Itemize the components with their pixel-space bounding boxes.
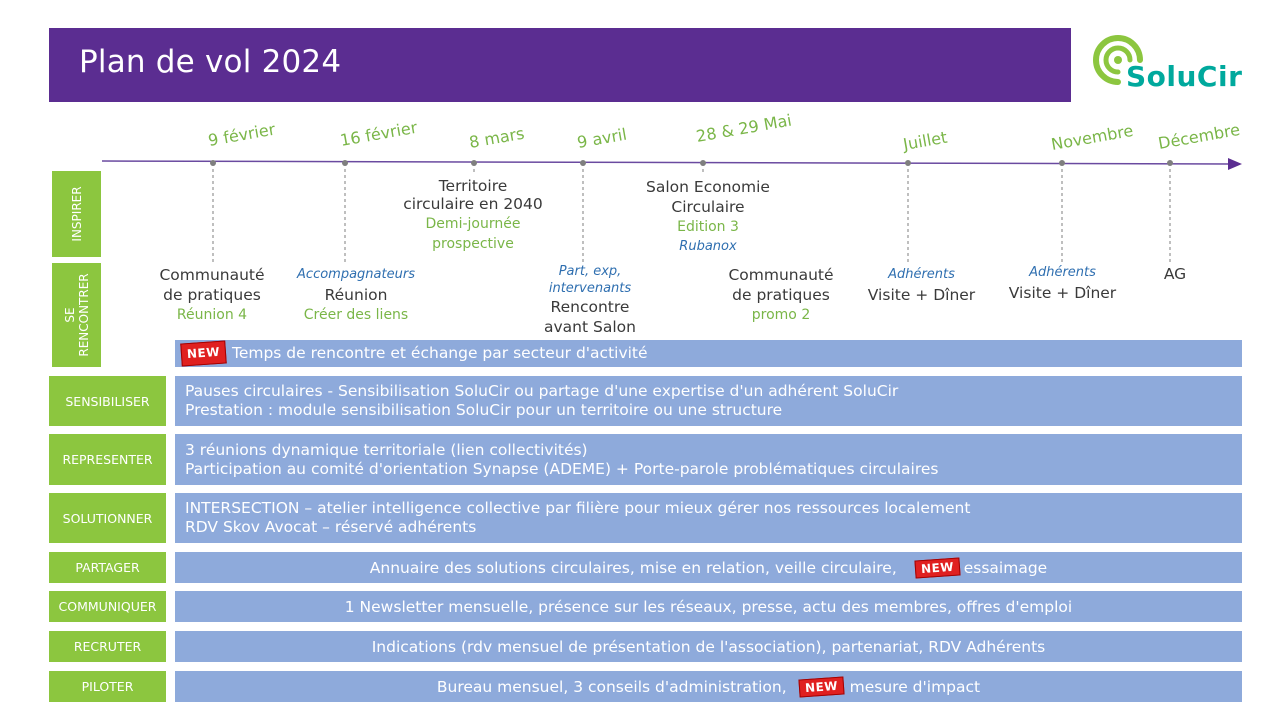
event-text: Communauté [159, 266, 265, 284]
event-text: Territoire [438, 177, 508, 195]
bar-recruter [175, 631, 1242, 662]
event-rencontre-avant-salon [520, 263, 660, 337]
event-text: Rencontre [550, 298, 630, 316]
event-subtext: Réunion 4 [176, 307, 248, 323]
event-territoire-circulaire [380, 176, 566, 254]
event-subtext: Créer des liens [303, 307, 409, 323]
label-communiquer: COMMUNIQUER [49, 591, 166, 622]
event-visite-diner-novembre [996, 263, 1129, 303]
event-note: Adhérents [1029, 265, 1096, 280]
event-subtext: prospective [432, 236, 514, 252]
date-9-fevrier: 9 février [206, 119, 277, 150]
event-text: Communauté [728, 266, 834, 284]
bar-text: Bureau mensuel, 3 conseils d'administration, [436, 677, 787, 696]
bar-representer [175, 434, 1242, 485]
bar-text: mesure d'impact [849, 677, 981, 696]
date-28-29-mai: 28 & 29 Mai [694, 110, 794, 146]
label-se: SE [62, 307, 77, 323]
event-text: Circulaire [671, 198, 745, 216]
bar-piloter [175, 671, 1242, 702]
label-recruter: RECRUTER [49, 631, 166, 662]
event-text: AG [1163, 265, 1187, 283]
event-text: de pratiques [732, 286, 830, 304]
bar-rencontre [175, 340, 1242, 367]
bar-text: Annuaire des solutions circulaires, mise en relation, veille circulaire, [369, 558, 897, 577]
event-subtext: Edition 3 [677, 219, 739, 235]
label-se-rencontrer-text [63, 273, 91, 356]
date-novembre: Novembre [1049, 120, 1135, 154]
bar-text: Pauses circulaires - Sensibilisation SoluCir ou partage d'une expertise d'un adhérent SoluCir [185, 382, 899, 400]
date-9-avril: 9 avril [575, 124, 629, 152]
bar-text: INTERSECTION – atelier intelligence collective par filière pour mieux gérer nos ressources localement [185, 499, 971, 517]
bar-rencontre-text: Temps de rencontre et échange par secteur d'activité [231, 344, 648, 362]
new-badge: NEW [914, 557, 960, 578]
date-decembre: Décembre [1156, 119, 1242, 153]
bar-communiquer [175, 591, 1242, 622]
new-badge: NEW [180, 340, 226, 366]
label-partager: PARTAGER [49, 552, 166, 583]
date-16-fevrier: 16 février [338, 117, 419, 150]
bar-text: 1 Newsletter mensuelle, présence sur les réseaux, presse, actu des membres, offres d'emploi [344, 597, 1073, 616]
logo-text: SoluCir [1126, 60, 1243, 93]
new-badge: NEW [798, 676, 844, 697]
date-8-mars: 8 mars [467, 123, 526, 152]
event-text: Visite + Dîner [867, 286, 976, 304]
bar-partager [175, 552, 1242, 583]
event-salon-economie-circulaire [622, 177, 794, 257]
event-text: avant Salon [544, 318, 636, 336]
bar-text: essaimage [963, 558, 1048, 577]
event-note: Part, exp, [558, 264, 622, 279]
bar-solutionner [175, 493, 1242, 543]
label-sensibiliser: SENSIBILISER [49, 376, 166, 426]
event-note: Adhérents [888, 267, 955, 282]
label-inspirer-text: INSPIRER [69, 186, 84, 242]
event-text: circulaire en 2040 [403, 195, 543, 213]
label-representer: REPRESENTER [49, 434, 166, 485]
event-text: Salon Economie [646, 178, 770, 196]
event-text: de pratiques [163, 286, 261, 304]
bar-text: RDV Skov Avocat – réservé adhérents [185, 518, 477, 536]
event-text: Visite + Dîner [1008, 284, 1117, 302]
bar-text: Participation au comité d'orientation Synapse (ADEME) + Porte-parole problématiques circulaires [185, 459, 939, 478]
label-inspirer [52, 171, 101, 257]
label-se-rencontrer [52, 263, 101, 367]
label-piloter: PILOTER [49, 671, 166, 702]
event-reunion-accompagnateurs [282, 265, 430, 325]
date-juillet: Juillet [901, 127, 949, 154]
label-rencontrer: RENCONTRER [76, 273, 91, 357]
bar-text: Prestation : module sensibilisation SoluCir pour un territoire ou une structure [185, 401, 783, 419]
event-communaute-pratiques-1 [148, 265, 276, 325]
event-text: Réunion [324, 286, 388, 304]
bar-text: Indications (rdv mensuel de présentation de l'association), partenariat, RDV Adhérents [371, 637, 1046, 656]
label-solutionner: SOLUTIONNER [49, 493, 166, 543]
bar-text: 3 réunions dynamique territoriale (lien collectivités) [185, 440, 588, 459]
bar-sensibiliser [175, 376, 1242, 426]
event-note: Rubanox [679, 239, 737, 254]
event-communaute-pratiques-2 [715, 265, 847, 325]
event-note: Accompagnateurs [297, 267, 415, 282]
event-subtext: Demi-journée [425, 216, 521, 232]
event-visite-diner-juillet [855, 265, 988, 305]
event-ag [1150, 264, 1200, 284]
event-note: intervenants [548, 281, 632, 296]
event-subtext: promo 2 [751, 307, 811, 323]
page-title: Plan de vol 2024 [79, 44, 342, 80]
